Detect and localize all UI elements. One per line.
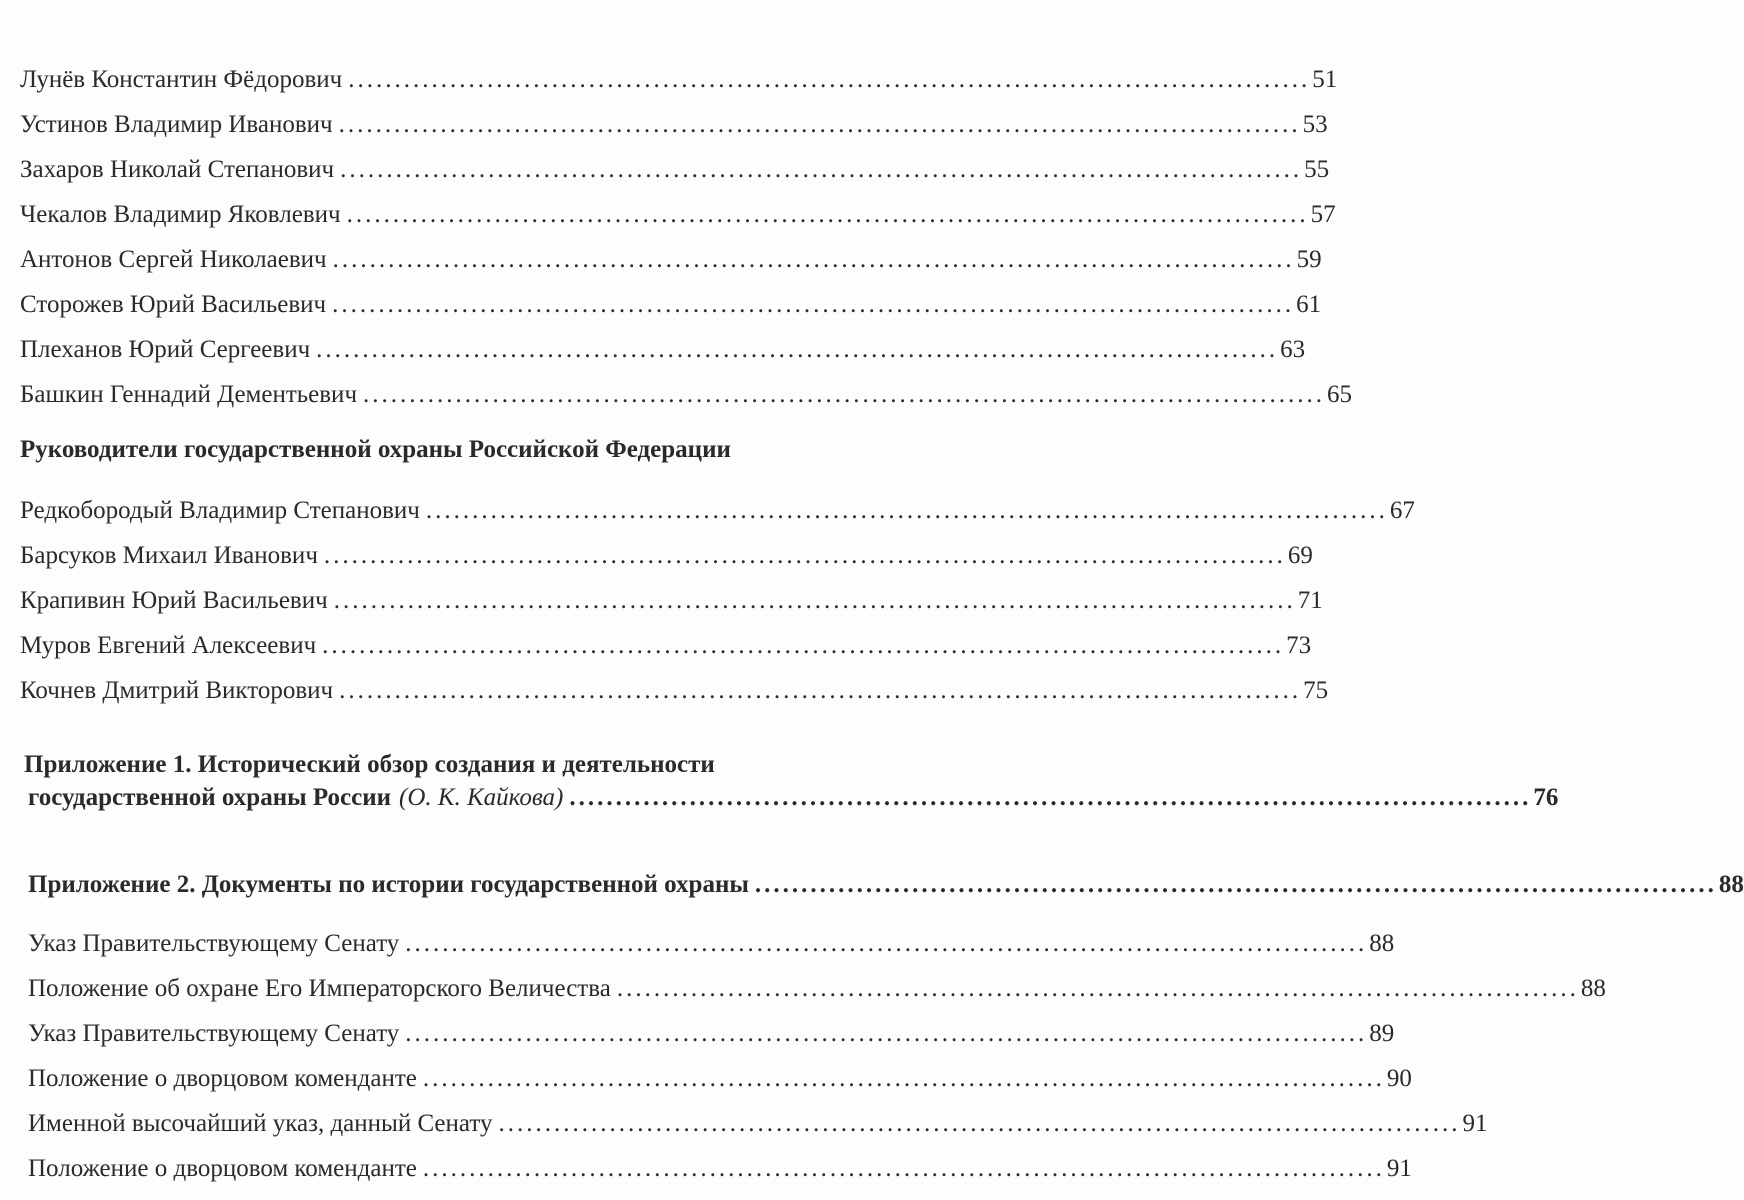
leader-dots: ........................................................................................................ (754, 871, 1717, 898)
toc-entry[interactable] (20, 291, 1322, 319)
toc-entry[interactable] (20, 587, 1323, 615)
toc-entry[interactable] (20, 111, 1328, 139)
toc-entry-page: 53 (1302, 111, 1328, 138)
leader-dots: ........................................................................................................ (322, 632, 1285, 659)
leader-dots: ........................................................................................................ (340, 156, 1303, 183)
toc-entry-title: Муров Евгений Алексеевич (20, 632, 317, 659)
toc-entry-title: Плеханов Юрий Сергеевич (20, 336, 311, 363)
toc-entry-page: 73 (1286, 632, 1312, 659)
toc-entry[interactable] (20, 336, 1306, 364)
leader-dots: ........................................................................................................ (425, 497, 1388, 524)
leader-dots: ........................................................................................................ (333, 587, 1296, 614)
appendix1-author: (О. К. Кайкова) (399, 784, 564, 811)
toc-entry-page: 71 (1297, 587, 1323, 614)
leader-dots: ........................................................................................................ (339, 677, 1302, 704)
toc-entry-page: 88 (1580, 975, 1606, 1002)
toc-entry-page: 63 (1280, 336, 1306, 363)
toc-entry[interactable] (28, 1110, 1488, 1138)
toc-entry[interactable] (28, 1155, 1412, 1183)
toc-entry-page: 90 (1386, 1065, 1412, 1092)
leader-dots: ........................................................................................................ (316, 336, 1279, 363)
toc-entry-page: 88 (1369, 930, 1395, 957)
toc-entry-title: Положение о дворцовом коменданте (28, 1155, 417, 1182)
leader-dots: ........................................................................................................ (405, 930, 1368, 957)
appendix1-title-line1[interactable]: Приложение 1. Исторический обзор создания и деятельности (24, 751, 715, 778)
toc-entry-title: Антонов Сергей Николаевич (20, 246, 327, 273)
toc-entry-title: Крапивин Юрий Васильевич (20, 587, 328, 614)
leader-dots: ........................................................................................................ (332, 291, 1295, 318)
toc-entry-page: 89 (1369, 1020, 1395, 1047)
leader-dots: ........................................................................................................ (616, 975, 1579, 1002)
toc-entry-title: Захаров Николай Степанович (20, 156, 335, 183)
leader-dots: ........................................................................................................ (348, 66, 1311, 93)
toc-entry[interactable] (20, 201, 1336, 229)
toc-entry-page: 57 (1310, 201, 1336, 228)
toc-entry[interactable] (28, 975, 1606, 1003)
toc-entry[interactable] (20, 542, 1313, 570)
toc-entry-page: 91 (1462, 1110, 1488, 1137)
toc-entry[interactable] (20, 246, 1322, 274)
leader-dots: ........................................................................................................ (422, 1065, 1385, 1092)
toc-entry-title: Положение о дворцовом коменданте (28, 1065, 417, 1092)
toc-entry-page: 61 (1296, 291, 1322, 318)
leader-dots: ........................................................................................................ (363, 381, 1326, 408)
toc-entry-page: 59 (1296, 246, 1322, 273)
toc-entry[interactable] (20, 632, 1312, 660)
toc-entry[interactable] (20, 66, 1338, 94)
appendix1-title-line2: государственной охраны России (28, 784, 392, 811)
toc-entry-title: Положение об охране Его Императорского Величества (28, 975, 611, 1002)
leader-dots: ........................................................................................................ (422, 1155, 1385, 1182)
toc-entry-title: Лунёв Константин Фёдорович (20, 66, 343, 93)
toc-entry[interactable] (20, 497, 1415, 525)
toc-entry[interactable] (20, 156, 1330, 184)
toc-entry[interactable] (20, 677, 1329, 705)
leader-dots: ........................................................................................................ (405, 1020, 1368, 1047)
appendix2-title: Приложение 2. Документы по истории государственной охраны (28, 871, 749, 898)
appendix2-entry[interactable] (28, 871, 1744, 899)
leader-dots: ........................................................................................................ (323, 542, 1286, 569)
leader-dots: ........................................................................................................ (332, 246, 1295, 273)
toc-entry-page: 55 (1304, 156, 1330, 183)
toc-entry-page: 65 (1327, 381, 1353, 408)
toc-entry-page: 51 (1312, 66, 1338, 93)
toc-entry[interactable] (28, 1020, 1395, 1048)
toc-entry-title: Устинов Владимир Иванович (20, 111, 333, 138)
section-heading[interactable]: Руководители государственной охраны Российской Федерации (20, 436, 731, 463)
toc-entry-title: Указ Правительствующему Сенату (28, 930, 400, 957)
toc-entry-title: Сторожев Юрий Васильевич (20, 291, 327, 318)
toc-entry-page: 75 (1303, 677, 1329, 704)
toc-entry-title: Редкобородый Владимир Степанович (20, 497, 420, 524)
toc-entry-title: Кочнев Дмитрий Викторович (20, 677, 334, 704)
toc-entry-page: 69 (1287, 542, 1313, 569)
appendix1-page: 76 (1533, 784, 1559, 811)
toc-entry[interactable] (28, 930, 1395, 958)
leader-dots: ........................................................................................................ (338, 111, 1301, 138)
toc-entry-title: Барсуков Михаил Иванович (20, 542, 318, 569)
toc-entry-title: Башкин Геннадий Дементьевич (20, 381, 358, 408)
leader-dots: ........................................................................................................ (569, 784, 1532, 811)
toc-entry-title: Указ Правительствующему Сенату (28, 1020, 400, 1047)
toc-entry[interactable] (28, 1065, 1412, 1093)
leader-dots: ........................................................................................................ (498, 1110, 1461, 1137)
toc-entry[interactable] (20, 381, 1353, 409)
toc-entry-title: Именной высочайший указ, данный Сенату (28, 1110, 493, 1137)
toc-entry-title: Чекалов Владимир Яковлевич (20, 201, 341, 228)
appendix1-entry[interactable] (28, 784, 1559, 812)
appendix2-page: 88 (1718, 871, 1744, 898)
toc-entry-page: 67 (1389, 497, 1415, 524)
leader-dots: ........................................................................................................ (346, 201, 1309, 228)
toc-entry-page: 91 (1386, 1155, 1412, 1182)
